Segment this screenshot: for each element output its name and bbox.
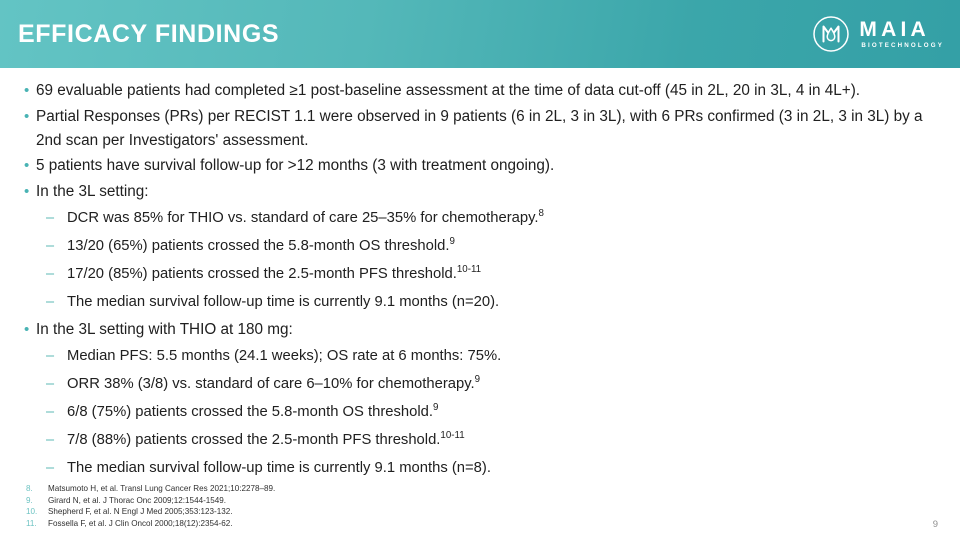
bullet-text: 7/8 (88%) patients crossed the 2.5-month PFS threshold.$^{10-11}$ xyxy=(67,430,465,448)
sub-bullet-item xyxy=(46,399,946,425)
page-number: 9 xyxy=(932,519,938,530)
slide-header xyxy=(0,0,960,68)
references-list xyxy=(26,483,546,529)
sub-bullet-item xyxy=(46,455,946,481)
dash-marker-icon: – xyxy=(46,376,55,392)
bullet-text: The median survival follow-up time is currently 9.1 months (n=8). xyxy=(67,460,491,476)
maia-logo xyxy=(812,15,944,53)
reference-row xyxy=(26,518,546,530)
reference-citation: Fossella F, et al. J Clin Oncol 2000;18(12):2354-62. xyxy=(48,518,233,528)
bullet-text: Median PFS: 5.5 months (24.1 weeks); OS rate at 6 months: 75%. xyxy=(67,348,502,364)
bullet-marker-icon: • xyxy=(24,108,30,125)
sub-bullet-item xyxy=(46,343,946,369)
sub-bullet-item xyxy=(46,289,946,315)
reference-number: 10. xyxy=(26,507,38,517)
reference-number: 11. xyxy=(26,518,37,528)
bullet-text: 69 evaluable patients had completed ≥1 post-baseline assessment at the time of data cut-off (45 in 2L, 20 in 3L, 4 in 4L+). xyxy=(36,82,861,99)
dash-marker-icon: – xyxy=(46,294,55,310)
sub-bullet-item xyxy=(46,427,946,453)
bullet-text: DCR was 85% for THIO vs. standard of care 25–35% for chemotherapy.$^8$ xyxy=(67,208,544,226)
bullet-text: In the 3L setting with THIO at 180 mg: xyxy=(36,321,293,338)
bullet-text: 5 patients have survival follow-up for >12 months (3 with treatment ongoing). xyxy=(36,157,555,174)
page-title: EFFICACY FINDINGS xyxy=(18,19,280,48)
bullet-marker-icon: • xyxy=(24,157,30,174)
dash-marker-icon: – xyxy=(46,460,55,476)
sub-bullet-item xyxy=(46,261,946,287)
logo-wordmark xyxy=(859,19,944,49)
reference-superscript: 10-11 xyxy=(440,430,465,442)
bullet-text: 6/8 (75%) patients crossed the 5.8-month OS threshold.$^9$ xyxy=(67,402,439,420)
bullet-item xyxy=(22,179,946,204)
bullet-item xyxy=(22,317,946,342)
dash-marker-icon: – xyxy=(46,432,55,448)
dash-marker-icon: – xyxy=(46,348,55,364)
bullet-text: In the 3L setting: xyxy=(36,183,149,200)
reference-superscript: 10-11 xyxy=(456,264,482,276)
reference-citation: Shepherd F, et al. N Engl J Med 2005;353:123-132. xyxy=(48,507,233,517)
logo-name: MAIA xyxy=(859,17,930,41)
dash-marker-icon: – xyxy=(46,238,55,254)
reference-superscript: 9 xyxy=(433,402,439,414)
sub-bullet-item xyxy=(46,205,946,231)
reference-superscript: 8 xyxy=(538,208,544,220)
reference-row xyxy=(26,495,546,507)
logo-tagline: BIOTECHNOLOGY xyxy=(861,41,944,49)
reference-superscript: 9 xyxy=(449,236,455,248)
reference-citation: Matsumoto H, et al. Transl Lung Cancer Res 2021;10:2278–89. xyxy=(48,484,276,493)
bullet-text: ORR 38% (3/8) vs. standard of care 6–10% for chemotherapy.$^9$ xyxy=(67,374,481,392)
reference-row xyxy=(26,483,546,495)
sub-bullet-item xyxy=(46,371,946,397)
bullet-marker-icon: • xyxy=(24,82,30,99)
dash-marker-icon: – xyxy=(46,404,55,420)
reference-number: 8. xyxy=(26,484,33,493)
bullet-text: The median survival follow-up time is currently 9.1 months (n=20). xyxy=(67,294,500,310)
bullet-text: Partial Responses (PRs) per RECIST 1.1 were observed in 9 patients (6 in 2L, 3 in 3L), with 6 PRs confirmed (3 in 2L, 3 in 3L) by a 2nd scan per Investigators' assessment. xyxy=(36,108,923,149)
bullet-item xyxy=(22,78,946,103)
bullet-marker-icon: • xyxy=(24,183,30,200)
reference-citation: Girard N, et al. J Thorac Onc 2009;12:1544-1549. xyxy=(48,495,227,505)
dash-marker-icon: – xyxy=(46,266,55,282)
slide-body xyxy=(0,68,960,476)
reference-row xyxy=(26,506,546,518)
dash-marker-icon: – xyxy=(46,210,55,226)
sub-bullet-item xyxy=(46,233,946,259)
bullet-text: 13/20 (65%) patients crossed the 5.8-month OS threshold.$^9$ xyxy=(67,236,455,254)
bullet-text: 17/20 (85%) patients crossed the 2.5-month PFS threshold.$^{10-11}$ xyxy=(67,264,482,282)
maia-circle-m-icon xyxy=(812,15,850,53)
reference-number: 9. xyxy=(26,495,33,505)
bullet-item xyxy=(22,104,946,152)
bullet-marker-icon: • xyxy=(24,321,30,338)
reference-superscript: 9 xyxy=(474,374,481,386)
bullet-item xyxy=(22,153,946,178)
